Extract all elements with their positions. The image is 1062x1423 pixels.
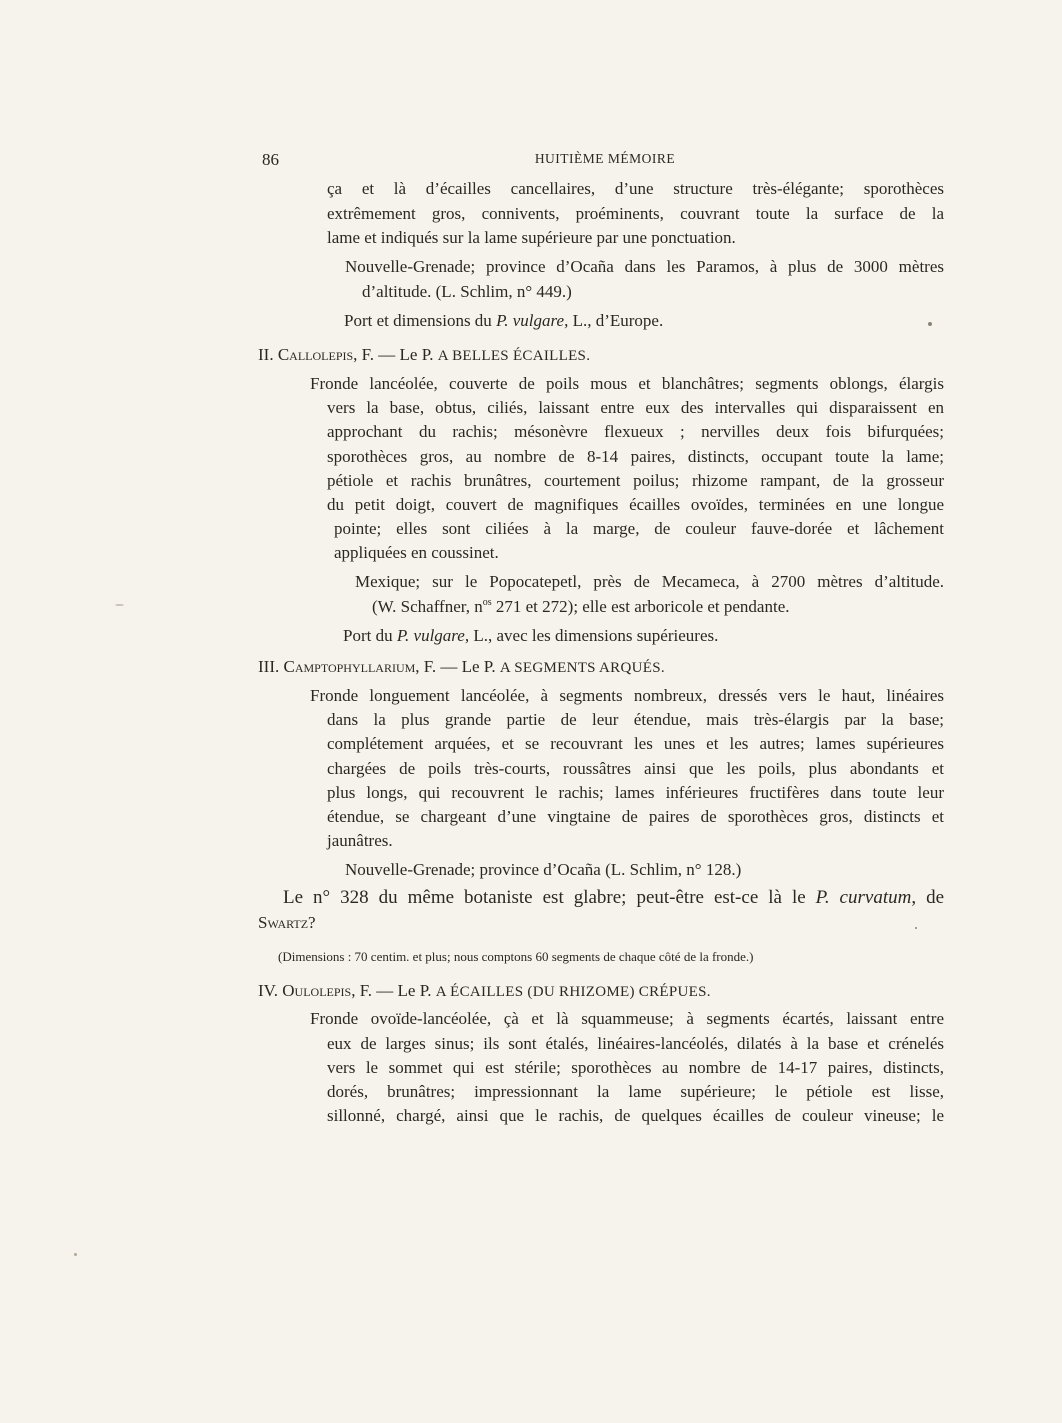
page-number: 86 bbox=[262, 150, 279, 169]
text-line: vers la base, obtus, ciliés, laissant entre eux des intervalles qui disparaissent en bbox=[327, 398, 944, 417]
text-line: Nouvelle-Grenade; province d’Ocaña dans les Paramos, à plus de 3000 mètres bbox=[345, 257, 944, 276]
print-speck bbox=[928, 322, 932, 326]
text-line: Swartz? bbox=[258, 913, 316, 932]
text-line: chargées de poils très-courts, roussâtres ainsi que les poils, plus abondants et bbox=[327, 759, 944, 778]
text-line: vers le sommet qui est stérile; sporothèces au nombre de 14-17 paires, distincts, bbox=[327, 1058, 944, 1077]
footnote: (Dimensions : 70 centim. et plus; nous comptons 60 segments de chaque côté de la fronde.) bbox=[278, 949, 754, 964]
text-line: sporothèces gros, au nombre de 8-14 paires, distincts, occupant toute la lame; bbox=[327, 447, 944, 466]
text-line: Fronde ovoïde-lancéolée, çà et là squammeuse; à segments écartés, laissant entre bbox=[310, 1009, 944, 1028]
text-line: pointe; elles sont ciliées à la marge, de couleur fauve-dorée et lâchement bbox=[334, 519, 944, 538]
text-line: ça et là d’écailles cancellaires, d’une structure très-élégante; sporothèces bbox=[327, 179, 944, 198]
text-line: pétiole et rachis brunâtres, courtement poilus; rhizome rampant, de la grosseur bbox=[327, 471, 944, 490]
print-speck bbox=[915, 927, 917, 929]
text-line: Nouvelle-Grenade; province d’Ocaña (L. Schlim, n° 128.) bbox=[345, 860, 742, 879]
text-line: Le n° 328 du même botaniste est glabre; peut-être est-ce là le P. curvatum, de bbox=[283, 887, 945, 908]
text-line: sillonné, chargé, ainsi que le rachis, de quelques écailles de couleur vineuse; le bbox=[327, 1106, 944, 1125]
text-line: Fronde lancéolée, couverte de poils mous et blanchâtres; segments oblongs, élargis bbox=[310, 374, 944, 393]
section-heading: III. Camptophyllarium, F. — Le P. A SEGMENTS ARQUÉS. bbox=[258, 657, 665, 676]
text-line: Mexique; sur le Popocatepetl, près de Mecameca, à 2700 mètres d’altitude. bbox=[355, 572, 944, 591]
text-line: eux de larges sinus; ils sont étalés, linéaires-lancéolés, dilatés à la base et crénelés bbox=[327, 1034, 944, 1053]
text-line: jaunâtres. bbox=[327, 831, 393, 850]
text-line: complétement arquées, et se recouvrant les unes et les autres; lames supérieures bbox=[327, 734, 944, 753]
text-line: Port du P. vulgare, L., avec les dimensions supérieures. bbox=[343, 626, 719, 645]
section-heading: II. Callolepis, F. — Le P. A BELLES ÉCAILLES. bbox=[258, 345, 591, 364]
section-heading: IV. Oulolepis, F. — Le P. A ÉCAILLES (DU RHIZOME) CRÉPUES. bbox=[258, 981, 711, 1000]
text-line: étendue, se chargeant d’une vingtaine de paires de sporothèces gros, distincts et bbox=[327, 807, 944, 826]
text-line: lame et indiqués sur la lame supérieure par une ponctuation. bbox=[327, 228, 736, 247]
text-line: (W. Schaffner, $n^{os}$ 271 et 272); elle est arboricole et pendante. bbox=[372, 597, 790, 616]
text-line: d’altitude. (L. Schlim, n° 449.) bbox=[362, 282, 572, 301]
print-speck bbox=[115, 604, 124, 606]
text-line: dans la plus grande partie de leur étendue, mais très-élargis par la base; bbox=[327, 710, 944, 729]
text-line: extrêmement gros, connivents, proéminents, couvrant toute la surface de la bbox=[327, 204, 944, 223]
running-title: HUITIÈME MÉMOIRE bbox=[534, 151, 676, 166]
running-head bbox=[262, 150, 948, 172]
text-line: approchant du rachis; mésonèvre flexueux ; nervilles deux fois bifurquées; bbox=[327, 422, 944, 441]
text-line: appliquées en coussinet. bbox=[334, 543, 499, 562]
text-line: Fronde longuement lancéolée, à segments nombreux, dressés vers le haut, linéaires bbox=[310, 686, 944, 705]
text-line: Port et dimensions du P. vulgare, L., d’Europe. bbox=[344, 311, 664, 330]
text-line: du petit doigt, couvert de magnifiques écailles ovoïdes, terminées en une longue bbox=[327, 495, 944, 514]
text-line: dorés, brunâtres; impressionnant la lame supérieure; le pétiole est lisse, bbox=[327, 1082, 944, 1101]
text-line: plus longs, qui recouvrent le rachis; lames inférieures fructifères dans toute leur bbox=[327, 783, 944, 802]
print-speck bbox=[74, 1253, 77, 1256]
